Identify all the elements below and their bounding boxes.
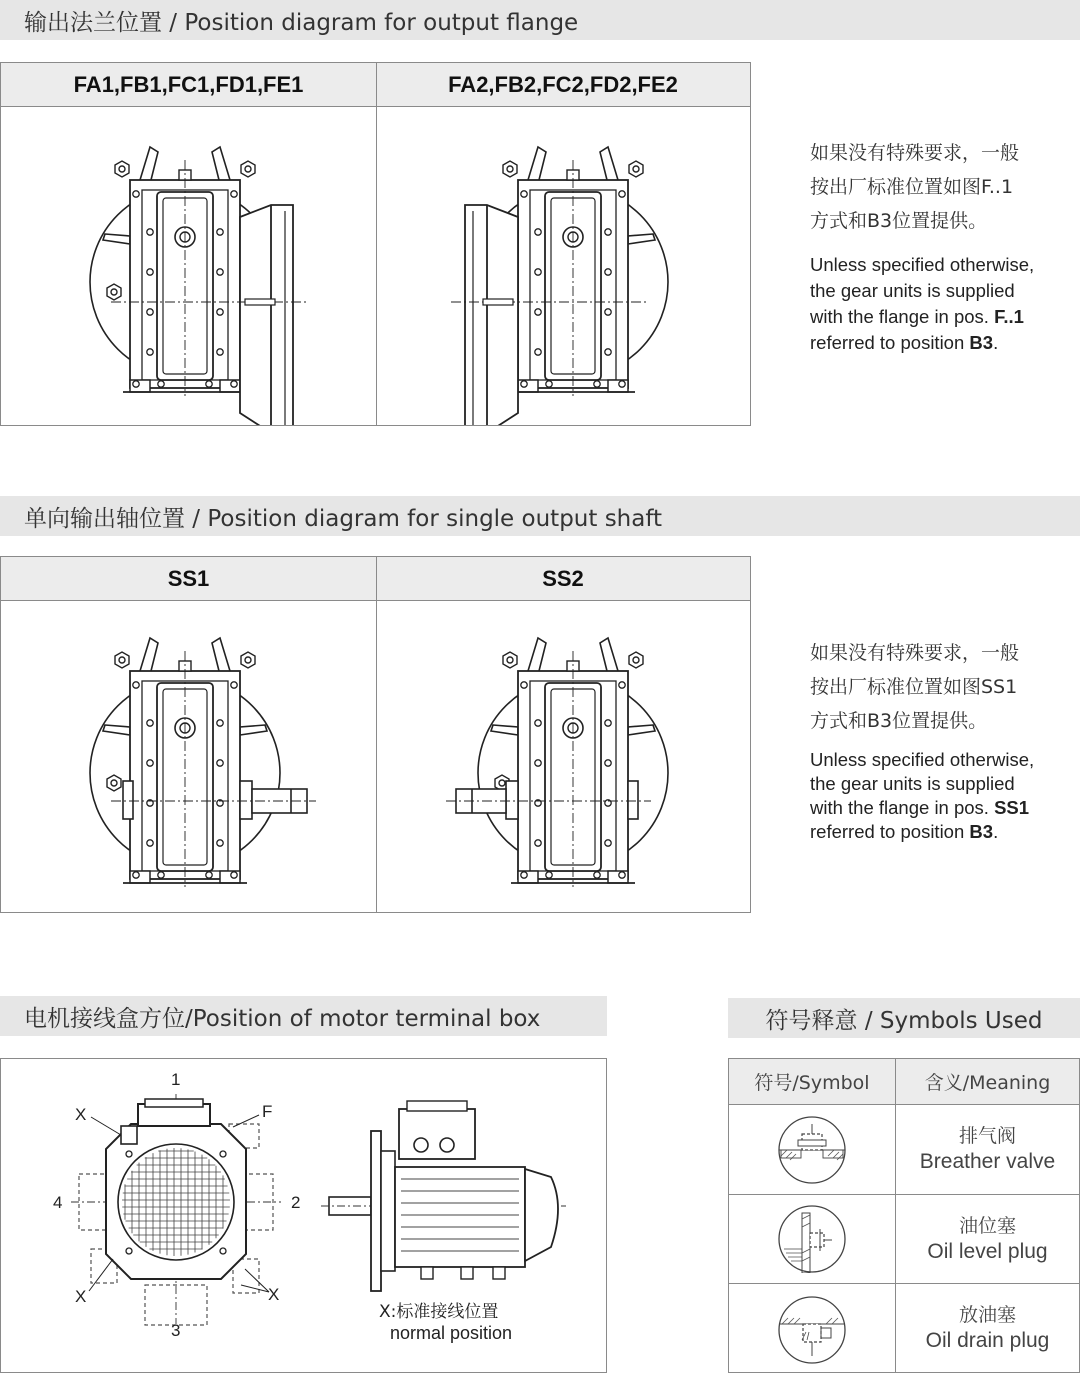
oil-drain-plug-icon xyxy=(776,1296,848,1364)
flange-note-en: Unless specified otherwise, the gear units is supplied with the flange in pos. F..1 referred to position B3. xyxy=(810,254,1035,353)
symbol-row-oil-drain xyxy=(729,1284,1079,1372)
oil-level-plug-icon xyxy=(776,1205,848,1273)
section-title-motor: 电机接线盒方位/Position of motor terminal box xyxy=(0,996,607,1036)
motor-caption-line1: X:标准接线位置 xyxy=(379,1302,499,1322)
motor-terminal-box-panel xyxy=(0,1058,607,1373)
symbols-col-meaning: 含义/Meaning xyxy=(924,1072,1051,1094)
motor-label-x-bottomright: X xyxy=(268,1285,280,1304)
motor-label-f: F xyxy=(262,1102,273,1121)
oil-level-plug-meaning: 油位塞 Oil level plug xyxy=(927,1215,1048,1263)
shaft-note xyxy=(810,636,1034,844)
shaft-note-zh-3: 方式和B3位置提供。 xyxy=(810,710,988,732)
section-title-flange: 输出法兰位置 / Position diagram for output flange xyxy=(0,0,1080,40)
shaft-note-en: Unless specified otherwise, the gear units is supplied with the flange in pos. SS1 referred to position B3. xyxy=(810,749,1035,842)
flange-col2-header: FA2,FB2,FC2,FD2,FE2 xyxy=(376,63,750,107)
shaft-position-table xyxy=(0,556,751,913)
shaft-note-zh-2: 按出厂标准位置如图SS1 xyxy=(810,676,1018,698)
section-title-shaft: 单向输出轴位置 / Position diagram for single output shaft xyxy=(0,496,1080,536)
motor-label-3: 3 xyxy=(171,1321,181,1340)
motor-caption-line2: normal position xyxy=(390,1323,513,1343)
motor-label-x-bottomleft: X xyxy=(75,1287,87,1306)
flange-note xyxy=(810,136,1034,356)
shaft-note-zh-1: 如果没有特殊要求，一般 xyxy=(810,642,1020,664)
flange-position-table xyxy=(0,62,751,426)
section-title-symbols: 符号释意 / Symbols Used xyxy=(728,998,1080,1038)
flange-fa2-diagram xyxy=(376,107,751,425)
oil-drain-plug-meaning: 放油塞 Oil drain plug xyxy=(925,1304,1050,1352)
symbols-col-symbol: 符号/Symbol xyxy=(754,1072,870,1094)
motor-label-4: 4 xyxy=(53,1193,63,1212)
motor-end-view-diagram xyxy=(1,1059,331,1372)
shaft-col2-header: SS2 xyxy=(376,557,750,601)
flange-note-zh-2: 按出厂标准位置如图F..1 xyxy=(810,176,1014,198)
symbols-table xyxy=(728,1058,1080,1373)
motor-label-x-topleft: X xyxy=(75,1105,87,1124)
symbol-row-oil-level xyxy=(729,1195,1079,1284)
flange-note-zh-3: 方式和B3位置提供。 xyxy=(810,210,988,232)
flange-note-zh-1: 如果没有特殊要求，一般 xyxy=(810,142,1020,164)
symbol-row-breather xyxy=(729,1104,1079,1195)
motor-side-view-diagram xyxy=(321,1099,571,1309)
flange-col1-header: FA1,FB1,FC1,FD1,FE1 xyxy=(1,63,376,107)
motor-label-1: 1 xyxy=(171,1070,181,1089)
shaft-ss2-diagram xyxy=(376,601,751,912)
breather-valve-meaning: 排气阀 Breather valve xyxy=(919,1125,1056,1173)
motor-label-2: 2 xyxy=(291,1193,301,1212)
shaft-col1-header: SS1 xyxy=(1,557,376,601)
shaft-ss1-diagram xyxy=(1,601,376,912)
flange-fa1-diagram xyxy=(1,107,376,425)
breather-valve-icon xyxy=(776,1116,848,1184)
